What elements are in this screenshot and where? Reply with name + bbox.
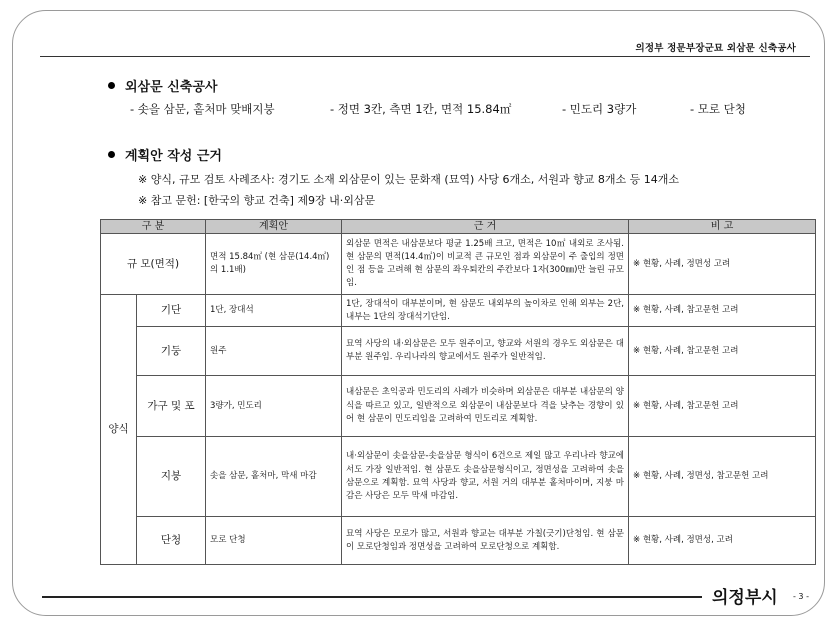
row-label-frame-bracket: 가구 및 포: [137, 376, 206, 437]
col-header-remark: 비 고: [629, 220, 816, 234]
section-1-title: 외삼문 신축공사: [125, 80, 218, 95]
row-label-foundation: 기단: [137, 295, 206, 327]
cell-basis: 묘역 사당은 모로가 많고, 서원과 향교는 대부분 가칠(긋기)단청임. 현 삼문이 모로단청임과 정면성을 고려하여 모로단청으로 계획함.: [342, 517, 629, 565]
cell-remark: ※ 현황, 사례, 참고문헌 고려: [629, 295, 816, 327]
cell-remark: ※ 현황, 사례, 정면성, 참고문헌 고려: [629, 437, 816, 517]
row-label-dancheong: 단청: [137, 517, 206, 565]
cell-plan: 1단, 장대석: [206, 295, 342, 327]
cell-remark: ※ 현황, 사례, 정면성, 고려: [629, 517, 816, 565]
section-2-title: 계획안 작성 근거: [125, 149, 222, 164]
table-row: [101, 234, 816, 295]
cell-basis: 내삼문은 초익공과 민도리의 사례가 비슷하며 외삼문은 대부분 내삼문의 양식을 따르고 있고, 일반적으로 외삼문이 내삼문보다 격을 낮추는 경향이 있어 현 삼문이 민도리임을 고려하여 민도리로 계획함.: [342, 376, 629, 437]
section-2-note-survey: ※ 양식, 규모 검토 사례조사: 경기도 소재 외삼문이 있는 문화재 (묘역) 사당 6개소, 서원과 향교 8개소 등 14개소: [138, 173, 679, 186]
footer-divider: [42, 596, 702, 598]
summary-dancheong: - 모로 단청: [690, 102, 746, 116]
table-row: [101, 376, 816, 437]
document-header-title: 의정부 정문부장군묘 외삼문 신축공사: [635, 43, 796, 54]
cell-plan: 솟을 삼문, 홑처마, 막새 마감: [206, 437, 342, 517]
table-header-row: [101, 220, 816, 234]
header-divider: [40, 56, 810, 57]
summary-frame: - 민도리 3량가: [562, 102, 637, 116]
plan-basis-table: [100, 219, 816, 565]
table-row: [101, 327, 816, 376]
row-label-column: 기둥: [137, 327, 206, 376]
cell-basis: 1단, 장대석이 대부분이며, 현 삼문도 내외부의 높이차로 인해 외부는 2단, 내부는 1단의 장대석기단임.: [342, 295, 629, 327]
cell-remark: ※ 현황, 사례, 정면성 고려: [629, 234, 816, 295]
table-row: [101, 517, 816, 565]
row-label-roof: 지붕: [137, 437, 206, 517]
section-2-heading: [108, 145, 222, 164]
page-number: - 3 -: [793, 592, 809, 601]
bullet-icon: [108, 151, 115, 158]
cell-plan: 면적 15.84㎡ (현 삼문(14.4㎡)의 1.1배): [206, 234, 342, 295]
cell-plan: 모로 단청: [206, 517, 342, 565]
row-label-scale: 규 모(면적): [101, 234, 206, 295]
summary-roof: - 솟을 삼문, 홑처마 맞배지붕: [130, 102, 275, 116]
col-header-basis: 근 거: [342, 220, 629, 234]
section-1-heading: [108, 76, 217, 95]
col-header-plan: 계획안: [206, 220, 342, 234]
cell-remark: ※ 현황, 사례, 참고문헌 고려: [629, 376, 816, 437]
cell-basis: 내·외삼문이 솟을삼문-솟을삼문 형식이 6건으로 제일 많고 우리나라 향교에서도 가장 일반적임. 현 삼문도 솟을삼문형식이고, 정면성을 고려하여 솟을삼문으로 계획함. 묘역 사당과 향교, 서원 거의 대부분 홑처마이며, 지붕 마감은 사당은 모두 막새 마감임.: [342, 437, 629, 517]
footer-organization: 의정부시: [712, 588, 778, 608]
table-row: [101, 295, 816, 327]
cell-remark: ※ 현황, 사례, 참고문헌 고려: [629, 327, 816, 376]
section-2-note-reference: ※ 참고 문헌: [한국의 향교 건축] 제9장 내·외삼문: [138, 194, 376, 207]
cell-basis: 묘역 사당의 내·외삼문은 모두 원주이고, 향교와 서원의 경우도 외삼문은 대부분 원주임. 우리나라의 향교에서도 원주가 일반적임.: [342, 327, 629, 376]
cell-plan: 3량가, 민도리: [206, 376, 342, 437]
cell-basis: 외삼문 면적은 내삼문보다 평균 1.25배 크고, 면적은 10㎡ 내외로 조사됨. 현 삼문의 면적(14.4㎡)이 비교적 큰 규모인 점과 외삼문이 주 출입의 정면인 점 등을 고려해 현 삼문의 좌우퇴칸의 주칸보다 1자(300㎜)만 늘린 규모임.: [342, 234, 629, 295]
row-group-label-style: 양식: [101, 295, 137, 565]
summary-size: - 정면 3칸, 측면 1칸, 면적 15.84㎡: [330, 102, 512, 116]
bullet-icon: [108, 82, 115, 89]
cell-plan: 원주: [206, 327, 342, 376]
col-header-category: 구 분: [101, 220, 206, 234]
table-row: [101, 437, 816, 517]
